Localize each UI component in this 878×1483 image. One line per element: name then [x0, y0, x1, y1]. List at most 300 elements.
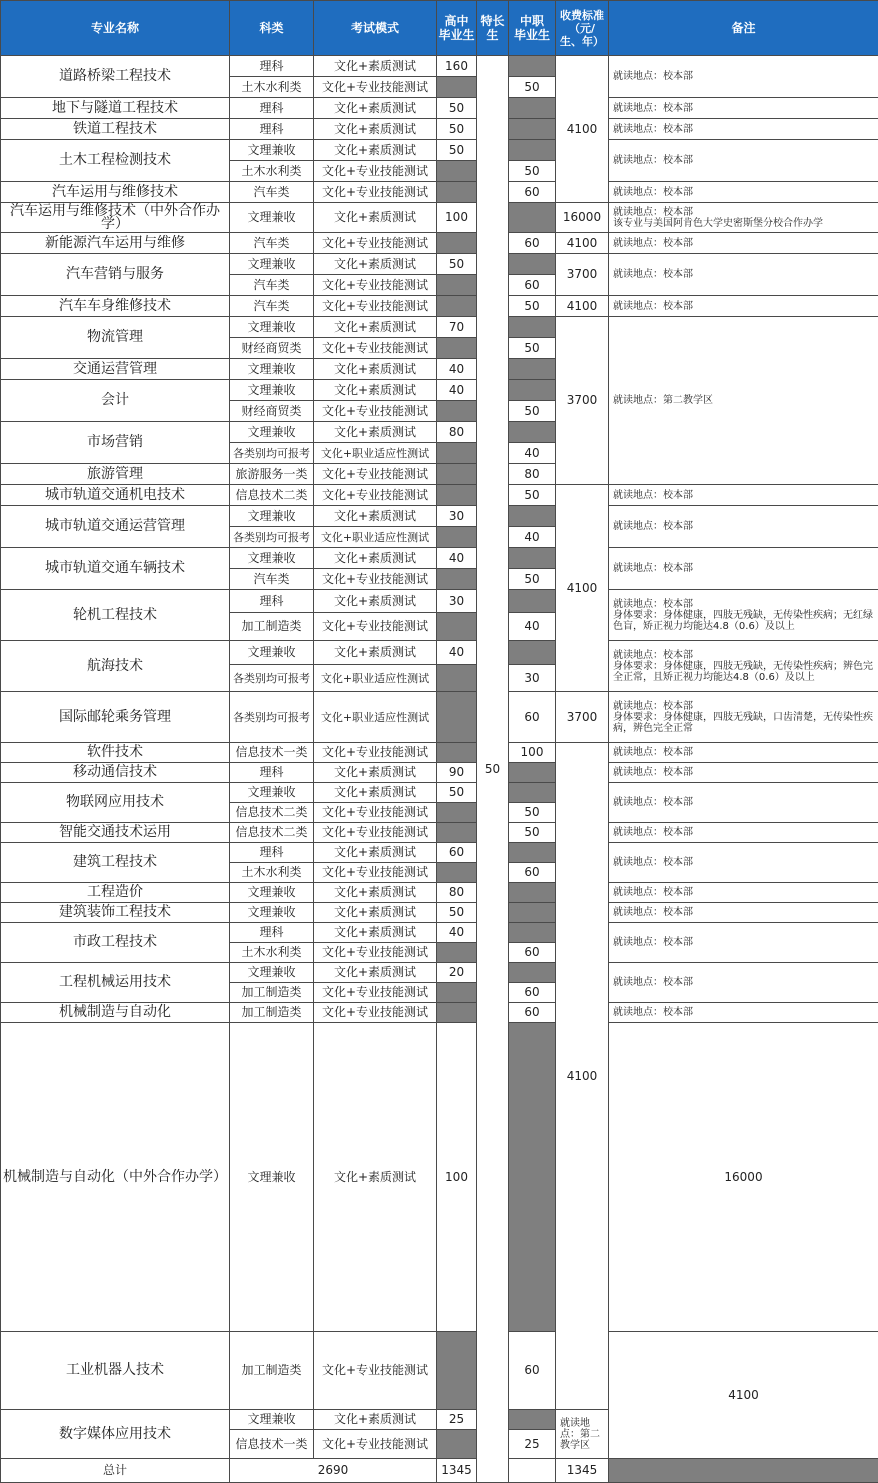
remark: 就读地点：校本部: [609, 548, 878, 590]
major-name: 航海技术: [1, 641, 230, 692]
table-row: [1, 254, 878, 275]
exam-mode: 文化+专业技能测试: [314, 863, 437, 883]
category: 财经商贸类: [230, 401, 314, 422]
exam-mode: 文化+职业适应性测试: [314, 443, 437, 464]
remark-coop: 该专业与美国阿肯色大学史密斯堡分校合作办学: [613, 218, 823, 229]
hs-count: 40: [437, 641, 477, 665]
vocational-count: 30: [509, 665, 556, 692]
hs-count: [437, 943, 477, 963]
fee: 3700: [556, 692, 609, 743]
major-name: 物联网应用技术: [1, 783, 230, 823]
vocational-count: [509, 140, 556, 161]
hs-count: [437, 803, 477, 823]
vocational-count: [509, 590, 556, 613]
hs-count: [437, 569, 477, 590]
remark: 就读地点：校本部: [609, 140, 878, 182]
exam-mode: 文化+素质测试: [314, 548, 437, 569]
table-row: [1, 963, 878, 983]
vocational-count: [509, 98, 556, 119]
hs-count: [437, 443, 477, 464]
table-row: [1, 843, 878, 863]
total-blank: [609, 1459, 878, 1483]
exam-mode: 文化+素质测试: [314, 783, 437, 803]
vocational-count: [509, 203, 556, 233]
exam-mode: 文化+专业技能测试: [314, 182, 437, 203]
header-remark: 备注: [609, 1, 878, 56]
table-row: [1, 823, 878, 843]
exam-mode: 文化+素质测试: [314, 1410, 437, 1430]
vocational-count: [509, 548, 556, 569]
table-row: [1, 98, 878, 119]
major-name: 轮机工程技术: [1, 590, 230, 641]
major-name: 新能源汽车运用与维修: [1, 233, 230, 254]
major-name: 数字媒体应用技术: [1, 1410, 230, 1459]
vocational-count: 60: [509, 1003, 556, 1023]
remark: 就读地点：校本部: [609, 1003, 878, 1023]
exam-mode: 文化+专业技能测试: [314, 485, 437, 506]
exam-mode: 文化+职业适应性测试: [314, 665, 437, 692]
major-name: 汽车车身维修技术: [1, 296, 230, 317]
remark: 就读地点：校本部: [609, 923, 878, 963]
remark: 就读地点：校本部: [609, 743, 878, 763]
vocational-count: 60: [509, 275, 556, 296]
vocational-count: 50: [509, 569, 556, 590]
table-row: [1, 548, 878, 569]
vocational-count: [509, 119, 556, 140]
table-row: [1, 743, 878, 763]
hs-count: [437, 665, 477, 692]
vocational-count: [509, 783, 556, 803]
exam-mode: 文化+素质测试: [314, 56, 437, 77]
category: 各类别均可报考: [230, 665, 314, 692]
category: 财经商贸类: [230, 338, 314, 359]
table-row: [1, 1003, 878, 1023]
category: 土木水利类: [230, 943, 314, 963]
exam-mode: 文化+专业技能测试: [314, 161, 437, 182]
hs-count: 50: [437, 140, 477, 161]
category: 文理兼收: [230, 548, 314, 569]
hs-count: 50: [437, 119, 477, 140]
major-name: 汽车营销与服务: [1, 254, 230, 296]
table-row: [1, 485, 878, 506]
exam-mode: 文化+素质测试: [314, 843, 437, 863]
category: 汽车类: [230, 569, 314, 590]
category: 文理兼收: [230, 963, 314, 983]
vocational-count: 40: [509, 527, 556, 548]
major-name: 汽车运用与维修技术: [1, 182, 230, 203]
header-hs-grad: 高中 毕业生: [437, 1, 477, 56]
remark-location: 就读地点：校本部: [613, 701, 693, 712]
fee: 3700: [556, 317, 609, 485]
exam-mode: 文化+专业技能测试: [314, 823, 437, 843]
vocational-count: 50: [509, 485, 556, 506]
category: 汽车类: [230, 275, 314, 296]
category: 文理兼收: [230, 254, 314, 275]
table-row: [1, 763, 878, 783]
category: 加工制造类: [230, 1332, 314, 1410]
category: 文理兼收: [230, 359, 314, 380]
category: 加工制造类: [230, 613, 314, 641]
hs-count: 50: [437, 903, 477, 923]
vocational-count: 60: [509, 692, 556, 743]
category: 各类别均可报考: [230, 692, 314, 743]
vocational-count: 80: [509, 464, 556, 485]
exam-mode: 文化+素质测试: [314, 98, 437, 119]
hs-count: [437, 401, 477, 422]
remark: 就读地点：校本部: [609, 119, 878, 140]
hs-count: 100: [437, 1023, 477, 1332]
category: 文理兼收: [230, 140, 314, 161]
category: 理科: [230, 56, 314, 77]
vocational-count: [509, 903, 556, 923]
vocational-count: 40: [509, 613, 556, 641]
vocational-count: 50: [509, 803, 556, 823]
hs-count: [437, 1332, 477, 1410]
major-name: 市政工程技术: [1, 923, 230, 963]
category: 文理兼收: [230, 1023, 314, 1332]
exam-mode: 文化+专业技能测试: [314, 569, 437, 590]
exam-mode: 文化+素质测试: [314, 963, 437, 983]
table-row: [1, 296, 878, 317]
exam-mode: 文化+专业技能测试: [314, 1332, 437, 1410]
remark-location: 就读地点：校本部: [613, 599, 693, 610]
vocational-count: [509, 422, 556, 443]
category: 土木水利类: [230, 161, 314, 182]
total-special: [509, 1459, 556, 1483]
remark-requirement: 身体要求：身体健康，四肢无残缺，无传染性疾病；无红绿色盲，矫正视力均能达4.8（0.6）及以上: [613, 610, 873, 632]
table-row: [1, 923, 878, 943]
major-name: 国际邮轮乘务管理: [1, 692, 230, 743]
major-name: 机械制造与自动化: [1, 1003, 230, 1023]
hs-count: [437, 983, 477, 1003]
major-name: 工程机械运用技术: [1, 963, 230, 1003]
category: 信息技术一类: [230, 1430, 314, 1459]
category: 信息技术二类: [230, 823, 314, 843]
total-row: [1, 1459, 878, 1483]
fee: 16000: [609, 1023, 878, 1332]
remark: 就读地点：校本部: [609, 182, 878, 203]
major-name: 智能交通技术运用: [1, 823, 230, 843]
fee: 4100: [556, 485, 609, 692]
vocational-count: [509, 506, 556, 527]
table-row: [1, 1023, 878, 1332]
hs-count: [437, 743, 477, 763]
category: 加工制造类: [230, 983, 314, 1003]
hs-count: 40: [437, 548, 477, 569]
remark-location: 就读地点：校本部: [613, 207, 693, 218]
table-row: [1, 590, 878, 613]
exam-mode: 文化+素质测试: [314, 883, 437, 903]
category: 理科: [230, 590, 314, 613]
category: 土木水利类: [230, 77, 314, 98]
category: 理科: [230, 763, 314, 783]
exam-mode: 文化+素质测试: [314, 590, 437, 613]
table-row: [1, 1332, 878, 1410]
vocational-count: [509, 1410, 556, 1430]
exam-mode: 文化+素质测试: [314, 763, 437, 783]
remark-location: 就读地点：校本部: [613, 650, 693, 661]
vocational-count: 50: [509, 77, 556, 98]
fee: 4100: [556, 743, 609, 1410]
table-row: [1, 182, 878, 203]
remark: 就读地点：校本部: [609, 296, 878, 317]
hs-count: 80: [437, 883, 477, 903]
hs-count: [437, 161, 477, 182]
vocational-count: [509, 317, 556, 338]
vocational-count: 60: [509, 943, 556, 963]
vocational-count: [509, 641, 556, 665]
hs-count: 40: [437, 923, 477, 943]
table-row: [1, 56, 878, 77]
exam-mode: 文化+素质测试: [314, 119, 437, 140]
category: 各类别均可报考: [230, 527, 314, 548]
category: 理科: [230, 119, 314, 140]
hs-count: 50: [437, 98, 477, 119]
category: 各类别均可报考: [230, 443, 314, 464]
exam-mode: 文化+专业技能测试: [314, 803, 437, 823]
major-name: 会计: [1, 380, 230, 422]
remark: 就读地点：校本部: [609, 485, 878, 506]
header-special: 特长 生: [477, 1, 509, 56]
category: 文理兼收: [230, 203, 314, 233]
special-count: 50: [477, 56, 509, 1483]
header-exam-mode: 考试模式: [314, 1, 437, 56]
major-name: 城市轨道交通运营管理: [1, 506, 230, 548]
header-vocational-grad: 中职 毕业生: [509, 1, 556, 56]
hs-count: 160: [437, 56, 477, 77]
category: 文理兼收: [230, 783, 314, 803]
exam-mode: 文化+素质测试: [314, 254, 437, 275]
major-name: 机械制造与自动化（中外合作办学）: [1, 1023, 230, 1332]
vocational-count: [509, 254, 556, 275]
hs-count: [437, 485, 477, 506]
category: 汽车类: [230, 233, 314, 254]
major-name: 工业机器人技术: [1, 1332, 230, 1410]
exam-mode: 文化+专业技能测试: [314, 401, 437, 422]
remark: 就读地点：校本部: [609, 763, 878, 783]
vocational-count: [509, 843, 556, 863]
hs-count: [437, 527, 477, 548]
category: 汽车类: [230, 182, 314, 203]
table-row: [1, 692, 878, 743]
vocational-count: 50: [509, 296, 556, 317]
category: 旅游服务一类: [230, 464, 314, 485]
remark: 就读地点：第二教学区: [556, 1410, 609, 1459]
hs-count: [437, 1003, 477, 1023]
exam-mode: 文化+专业技能测试: [314, 743, 437, 763]
hs-count: 60: [437, 843, 477, 863]
hs-count: [437, 296, 477, 317]
vocational-count: 60: [509, 863, 556, 883]
exam-mode: 文化+素质测试: [314, 506, 437, 527]
vocational-count: 60: [509, 1332, 556, 1410]
fee: 4100: [556, 56, 609, 203]
exam-mode: 文化+素质测试: [314, 923, 437, 943]
hs-count: 70: [437, 317, 477, 338]
fee: 4100: [609, 1332, 878, 1459]
vocational-count: [509, 963, 556, 983]
exam-mode: 文化+素质测试: [314, 203, 437, 233]
header-major: 专业名称: [1, 1, 230, 56]
category: 信息技术二类: [230, 485, 314, 506]
major-name: 交通运营管理: [1, 359, 230, 380]
hs-count: 30: [437, 590, 477, 613]
vocational-count: [509, 883, 556, 903]
table-row: [1, 641, 878, 665]
header-row: [1, 1, 878, 56]
category: 文理兼收: [230, 903, 314, 923]
hs-count: 25: [437, 1410, 477, 1430]
remark: 就读地点：校本部: [609, 233, 878, 254]
major-name: 地下与隧道工程技术: [1, 98, 230, 119]
exam-mode: 文化+素质测试: [314, 1023, 437, 1332]
exam-mode: 文化+素质测试: [314, 317, 437, 338]
major-name: 道路桥梁工程技术: [1, 56, 230, 98]
exam-mode: 文化+专业技能测试: [314, 943, 437, 963]
fee: 3700: [556, 254, 609, 296]
exam-mode: 文化+职业适应性测试: [314, 692, 437, 743]
vocational-count: 50: [509, 338, 556, 359]
fee: 4100: [556, 296, 609, 317]
major-name: 旅游管理: [1, 464, 230, 485]
category: 文理兼收: [230, 506, 314, 527]
hs-count: [437, 863, 477, 883]
remark: [609, 692, 878, 743]
hs-count: 90: [437, 763, 477, 783]
remark-requirement: 身体要求：身体健康，四肢无残缺，口齿清楚，无传染性疾病，辨色完全正常: [613, 712, 873, 734]
remark: 就读地点：校本部: [609, 98, 878, 119]
exam-mode: 文化+专业技能测试: [314, 296, 437, 317]
remark: [609, 641, 878, 692]
hs-count: [437, 613, 477, 641]
category: 文理兼收: [230, 380, 314, 401]
remark: 就读地点：校本部: [609, 506, 878, 548]
exam-mode: 文化+素质测试: [314, 359, 437, 380]
vocational-count: 60: [509, 182, 556, 203]
major-name: 城市轨道交通机电技术: [1, 485, 230, 506]
exam-mode: 文化+专业技能测试: [314, 338, 437, 359]
fee: 4100: [556, 233, 609, 254]
remark: 就读地点：校本部: [609, 843, 878, 883]
exam-mode: 文化+素质测试: [314, 903, 437, 923]
table-row: [1, 883, 878, 903]
exam-mode: 文化+素质测试: [314, 641, 437, 665]
hs-count: 30: [437, 506, 477, 527]
remark: [609, 203, 878, 233]
exam-mode: 文化+专业技能测试: [314, 464, 437, 485]
exam-mode: 文化+专业技能测试: [314, 275, 437, 296]
hs-count: [437, 338, 477, 359]
hs-count: 20: [437, 963, 477, 983]
vocational-count: [509, 359, 556, 380]
header-category: 科类: [230, 1, 314, 56]
total-all: 2690: [230, 1459, 437, 1483]
category: 文理兼收: [230, 641, 314, 665]
major-name: 铁道工程技术: [1, 119, 230, 140]
major-name: 市场营销: [1, 422, 230, 464]
exam-mode: 文化+素质测试: [314, 380, 437, 401]
table-row: [1, 140, 878, 161]
hs-count: 100: [437, 203, 477, 233]
hs-count: 40: [437, 359, 477, 380]
total-hs: 1345: [437, 1459, 477, 1483]
exam-mode: 文化+素质测试: [314, 140, 437, 161]
hs-count: [437, 182, 477, 203]
category: 理科: [230, 923, 314, 943]
vocational-count: [509, 923, 556, 943]
category: 理科: [230, 843, 314, 863]
remark: 就读地点：校本部: [609, 823, 878, 843]
vocational-count: 60: [509, 983, 556, 1003]
vocational-count: 50: [509, 161, 556, 182]
vocational-count: 60: [509, 233, 556, 254]
table-row: [1, 203, 878, 233]
remark: 就读地点：校本部: [609, 56, 878, 98]
remark: 就读地点：校本部: [609, 783, 878, 823]
category: 文理兼收: [230, 317, 314, 338]
hs-count: [437, 692, 477, 743]
category: 理科: [230, 98, 314, 119]
vocational-count: 50: [509, 401, 556, 422]
hs-count: 80: [437, 422, 477, 443]
category: 信息技术二类: [230, 803, 314, 823]
remark: 就读地点：校本部: [609, 963, 878, 1003]
table-row: [1, 506, 878, 527]
remark: 就读地点：校本部: [609, 254, 878, 296]
hs-count: [437, 77, 477, 98]
exam-mode: 文化+专业技能测试: [314, 983, 437, 1003]
category: 信息技术一类: [230, 743, 314, 763]
exam-mode: 文化+专业技能测试: [314, 1430, 437, 1459]
hs-count: [437, 275, 477, 296]
exam-mode: 文化+专业技能测试: [314, 1003, 437, 1023]
vocational-count: 100: [509, 743, 556, 763]
major-name: 工程造价: [1, 883, 230, 903]
table-row: [1, 783, 878, 803]
major-name: 软件技术: [1, 743, 230, 763]
remark: 就读地点：第二教学区: [609, 317, 878, 485]
major-name: 物流管理: [1, 317, 230, 359]
category: 文理兼收: [230, 1410, 314, 1430]
hs-count: [437, 823, 477, 843]
vocational-count: [509, 1023, 556, 1332]
hs-count: [437, 464, 477, 485]
hs-count: 40: [437, 380, 477, 401]
exam-mode: 文化+素质测试: [314, 422, 437, 443]
vocational-count: [509, 763, 556, 783]
category: 文理兼收: [230, 422, 314, 443]
remark: [609, 590, 878, 641]
hs-count: [437, 233, 477, 254]
total-vocational: 1345: [556, 1459, 609, 1483]
category: 土木水利类: [230, 863, 314, 883]
table-row: [1, 119, 878, 140]
major-name: 汽车运用与维修技术（中外合作办学）: [1, 203, 230, 233]
remark: 就读地点：校本部: [609, 903, 878, 923]
exam-mode: 文化+专业技能测试: [314, 613, 437, 641]
table-row: [1, 317, 878, 338]
table-row: [1, 233, 878, 254]
remark-requirement: 身体要求：身体健康，四肢无残缺，无传染性疾病；辨色完全正常，且矫正视力均能达4.8（0.6）及以上: [613, 661, 873, 683]
vocational-count: 25: [509, 1430, 556, 1459]
major-name: 建筑装饰工程技术: [1, 903, 230, 923]
major-name: 建筑工程技术: [1, 843, 230, 883]
table-row: [1, 903, 878, 923]
remark: 就读地点：校本部: [609, 883, 878, 903]
major-name: 城市轨道交通车辆技术: [1, 548, 230, 590]
major-name: 移动通信技术: [1, 763, 230, 783]
category: 文理兼收: [230, 883, 314, 903]
